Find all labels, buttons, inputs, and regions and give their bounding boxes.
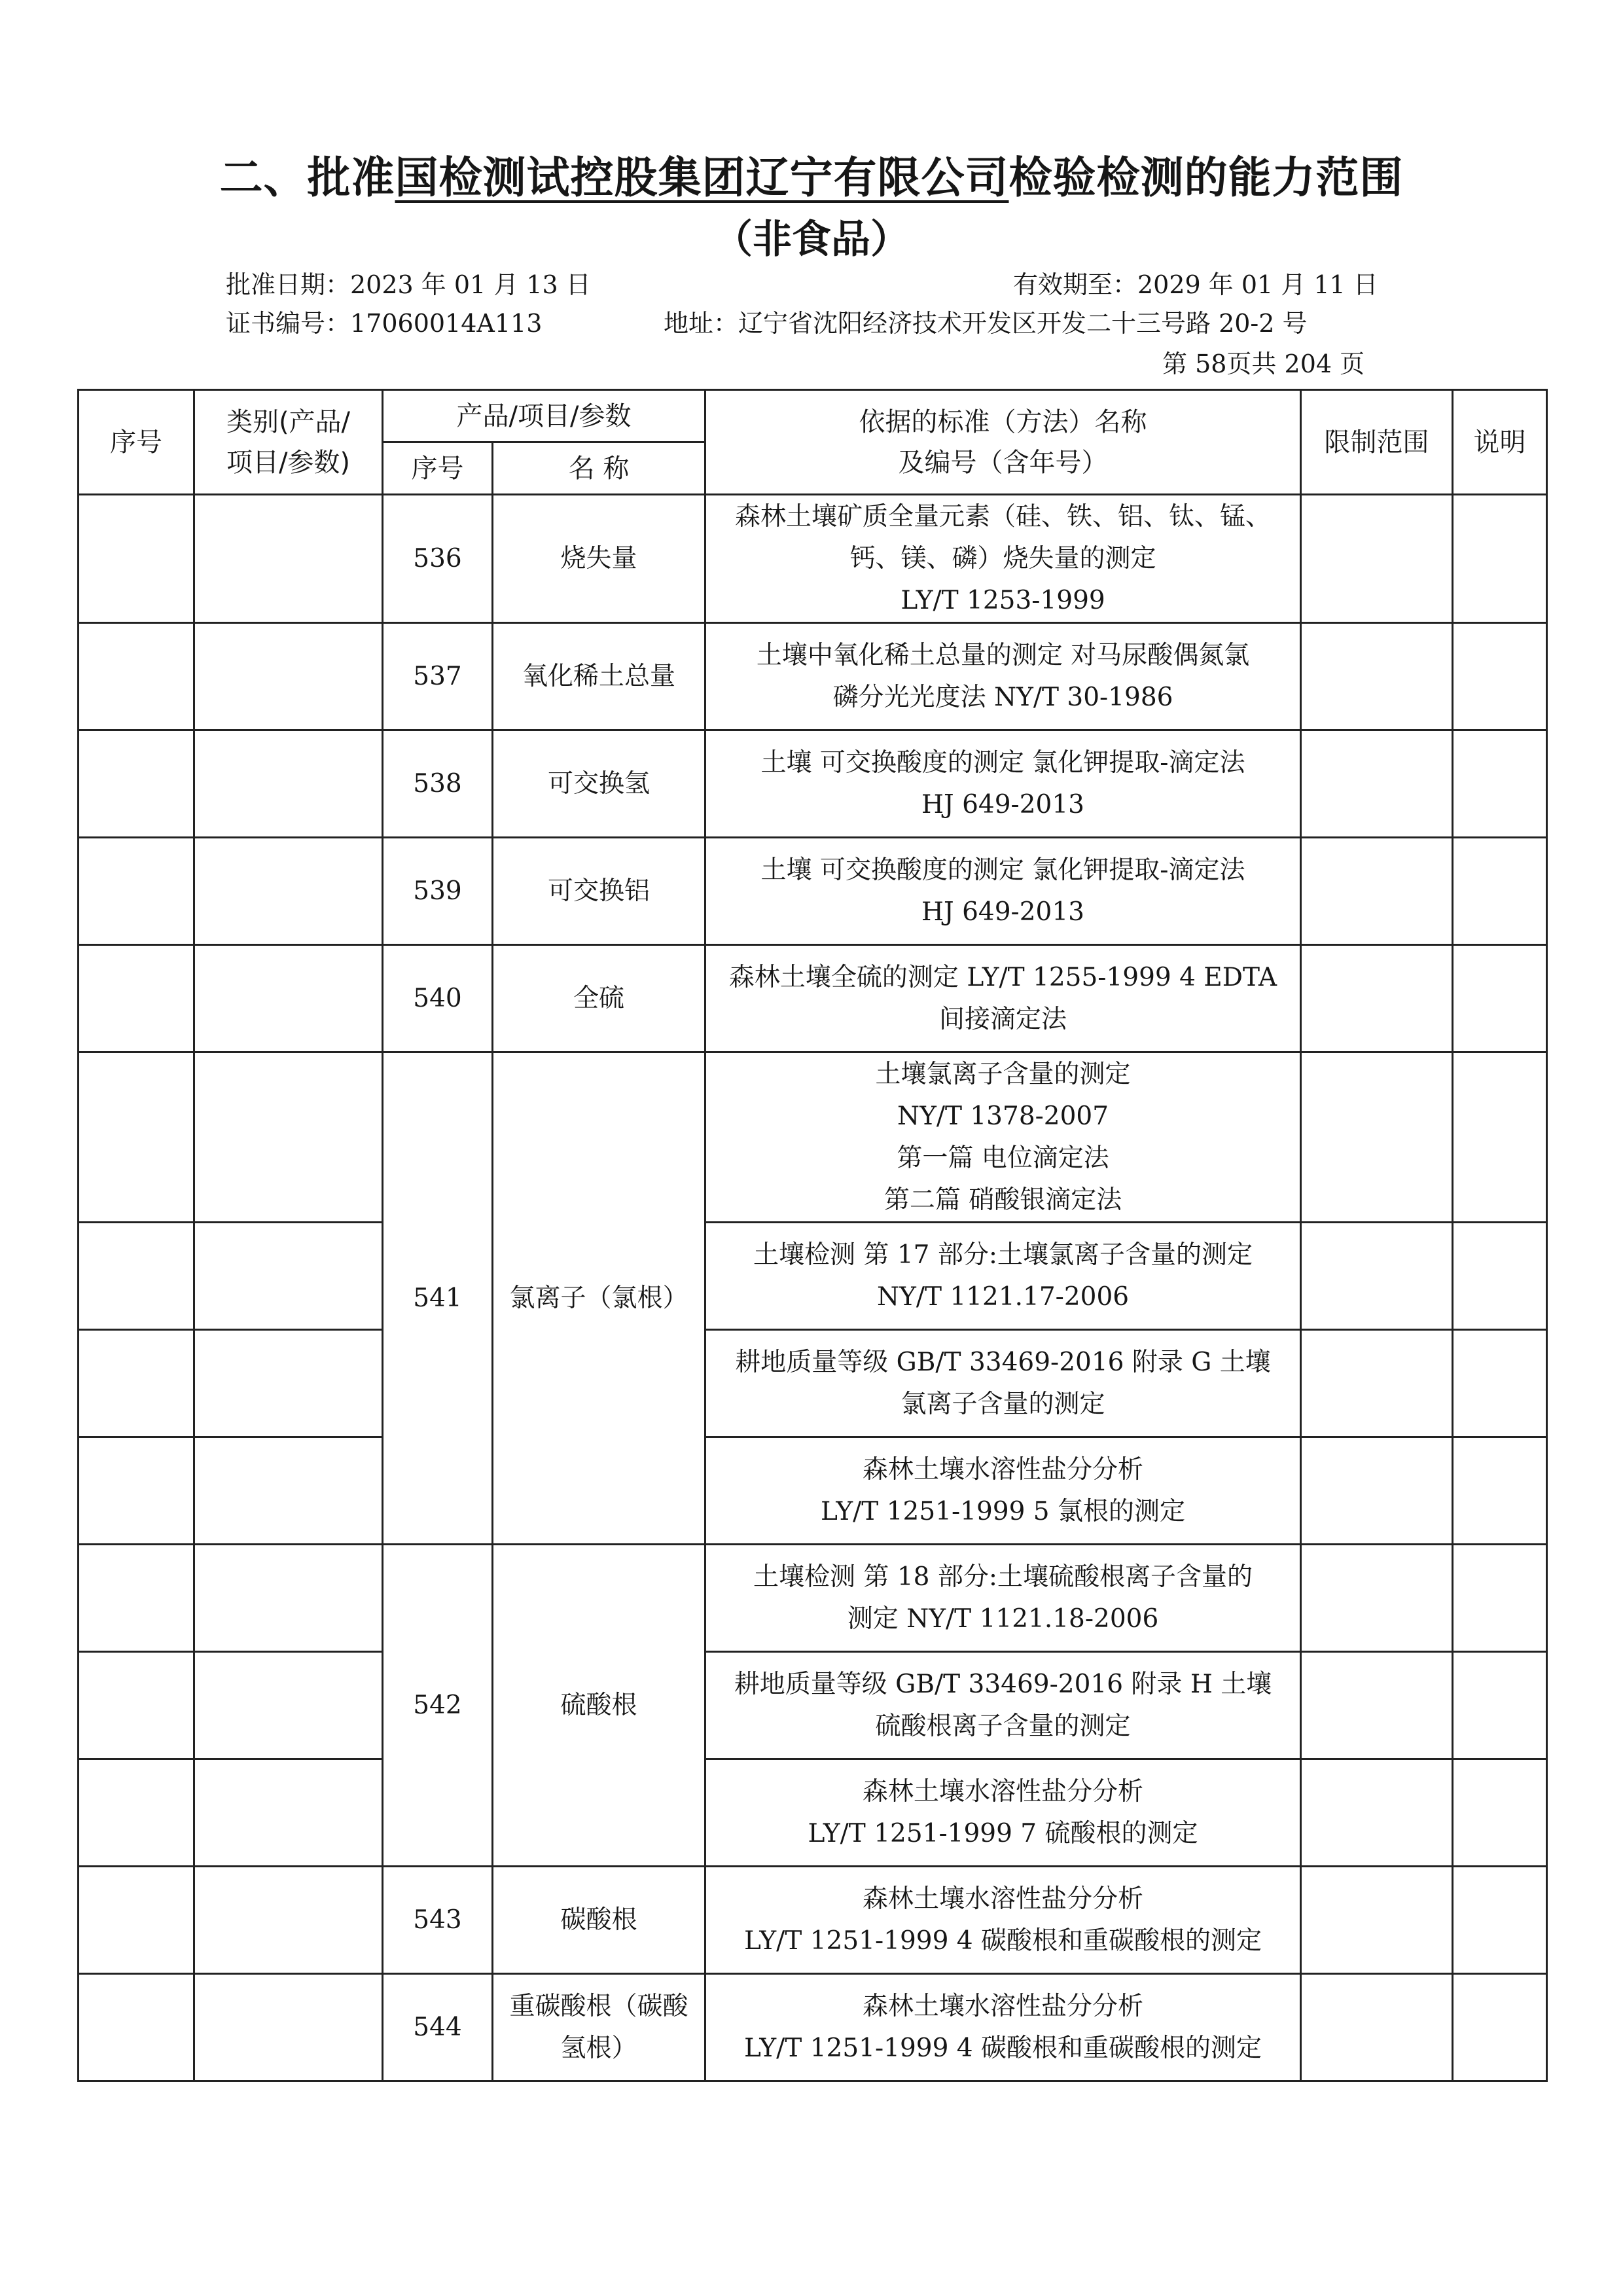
- cell-limit: [1301, 1652, 1453, 1759]
- cell-note: [1453, 1545, 1547, 1652]
- header-standard: 依据的标准（方法）名称 及编号（含年号）: [705, 390, 1301, 495]
- cell-note: [1453, 838, 1547, 945]
- cell-note: [1453, 1652, 1547, 1759]
- cell-note: [1453, 1052, 1547, 1223]
- cell-note: [1453, 1974, 1547, 2081]
- cell-category: [194, 1223, 383, 1330]
- scope-table: [77, 389, 1548, 2082]
- cell-standard: 森林土壤全硫的测定 LY/T 1255-1999 4 EDTA 间接滴定法: [705, 945, 1301, 1052]
- cell-standard: 耕地质量等级 GB/T 33469-2016 附录 G 土壤 氯离子含量的测定: [705, 1330, 1301, 1437]
- cell-item-no: 543: [383, 1867, 493, 1974]
- cell-standard: 森林土壤水溶性盐分分析 LY/T 1251-1999 5 氯根的测定: [705, 1437, 1301, 1545]
- cell-standard: 土壤 可交换酸度的测定 氯化钾提取-滴定法 HJ 649-2013: [705, 838, 1301, 945]
- cell-seq: [79, 1867, 194, 1974]
- cell-category: [194, 1052, 383, 1223]
- cell-note: [1453, 495, 1547, 623]
- page-subtitle: （非食品）: [713, 217, 910, 262]
- cell-category: [194, 730, 383, 838]
- title-suffix: 检验检测的能力范围: [1008, 152, 1404, 203]
- header-note: 说明: [1453, 390, 1547, 495]
- cell-category: [194, 1974, 383, 2081]
- cell-limit: [1301, 1759, 1453, 1867]
- cell-item-name: 可交换氢: [493, 730, 705, 838]
- cell-category: [194, 1545, 383, 1652]
- cell-seq: [79, 838, 194, 945]
- cell-item-name: 可交换铝: [493, 838, 705, 945]
- title-organization: 国检测试控股集团辽宁有限公司: [395, 152, 1009, 203]
- cell-item-no: 541: [383, 1052, 493, 1545]
- certificate-number: 证书编号：17060014A113: [226, 309, 543, 338]
- cell-item-no: 539: [383, 838, 493, 945]
- cell-note: [1453, 1759, 1547, 1867]
- cell-item-no: 536: [383, 495, 493, 623]
- table-row: [79, 1437, 1547, 1545]
- cell-limit: [1301, 838, 1453, 945]
- cell-seq: [79, 1759, 194, 1867]
- cell-standard: 土壤检测 第 17 部分:土壤氯离子含量的测定 NY/T 1121.17-2006: [705, 1223, 1301, 1330]
- table-row: [79, 1652, 1547, 1759]
- cell-seq: [79, 1652, 194, 1759]
- cell-seq: [79, 1437, 194, 1545]
- cell-standard: 土壤中氧化稀土总量的测定 对马尿酸偶氮氯 磷分光光度法 NY/T 30-1986: [705, 623, 1301, 730]
- cell-limit: [1301, 1545, 1453, 1652]
- header-product-seq: 序号: [383, 442, 493, 495]
- cell-note: [1453, 730, 1547, 838]
- cell-item-name: 全硫: [493, 945, 705, 1052]
- header-product-name: 名 称: [493, 442, 705, 495]
- cell-note: [1453, 1867, 1547, 1974]
- cell-item-no: 540: [383, 945, 493, 1052]
- cell-category: [194, 1652, 383, 1759]
- cell-limit: [1301, 1974, 1453, 2081]
- table-row: [79, 1545, 1547, 1652]
- cell-note: [1453, 1223, 1547, 1330]
- address: 地址：辽宁省沈阳经济技术开发区开发二十三号路 20-2 号: [664, 309, 1308, 338]
- cell-seq: [79, 1545, 194, 1652]
- cell-limit: [1301, 1223, 1453, 1330]
- cell-item-name: 氯离子（氯根）: [493, 1052, 705, 1545]
- table-row: [79, 1052, 1547, 1223]
- cell-category: [194, 1759, 383, 1867]
- table-row: [79, 1330, 1547, 1437]
- cell-seq: [79, 730, 194, 838]
- cell-category: [194, 945, 383, 1052]
- cell-seq: [79, 1330, 194, 1437]
- valid-until: 有效期至：2029 年 01 月 11 日: [1013, 270, 1378, 299]
- header-seq: 序号: [79, 390, 194, 495]
- header-product-group: 产品/项目/参数: [383, 390, 705, 442]
- cell-item-name: 硫酸根: [493, 1545, 705, 1867]
- cell-seq: [79, 623, 194, 730]
- page-title: [0, 143, 1623, 205]
- cell-standard: 森林土壤水溶性盐分分析 LY/T 1251-1999 7 硫酸根的测定: [705, 1759, 1301, 1867]
- cell-item-name: 烧失量: [493, 495, 705, 623]
- cell-seq: [79, 1052, 194, 1223]
- page-info: 第 58页共 204 页: [1162, 350, 1365, 378]
- cell-limit: [1301, 495, 1453, 623]
- cell-category: [194, 838, 383, 945]
- title-prefix: 二、批准: [219, 152, 395, 203]
- header-category: 类别(产品/ 项目/参数): [194, 390, 383, 495]
- cell-seq: [79, 495, 194, 623]
- cell-standard: 森林土壤水溶性盐分分析 LY/T 1251-1999 4 碳酸根和重碳酸根的测定: [705, 1867, 1301, 1974]
- cell-standard: 土壤 可交换酸度的测定 氯化钾提取-滴定法 HJ 649-2013: [705, 730, 1301, 838]
- cell-seq: [79, 1223, 194, 1330]
- cell-limit: [1301, 945, 1453, 1052]
- cell-standard: 土壤氯离子含量的测定 NY/T 1378-2007 第一篇 电位滴定法 第二篇 硝酸银滴定法: [705, 1052, 1301, 1223]
- cell-limit: [1301, 1052, 1453, 1223]
- cell-seq: [79, 1974, 194, 2081]
- cell-standard: 森林土壤矿质全量元素（硅、铁、铝、钛、锰、 钙、镁、磷）烧失量的测定 LY/T 1253-1999: [705, 495, 1301, 623]
- table-row: [79, 838, 1547, 945]
- cell-item-no: 537: [383, 623, 493, 730]
- cell-limit: [1301, 730, 1453, 838]
- cell-category: [194, 495, 383, 623]
- table-row: [79, 1974, 1547, 2081]
- cell-standard: 耕地质量等级 GB/T 33469-2016 附录 H 土壤 硫酸根离子含量的测定: [705, 1652, 1301, 1759]
- cell-item-name: 碳酸根: [493, 1867, 705, 1974]
- cell-limit: [1301, 1867, 1453, 1974]
- cell-item-name: 重碳酸根（碳酸 氢根）: [493, 1974, 705, 2081]
- cell-category: [194, 1330, 383, 1437]
- header-limit: 限制范围: [1301, 390, 1453, 495]
- cell-item-no: 544: [383, 1974, 493, 2081]
- cell-category: [194, 1437, 383, 1545]
- cell-note: [1453, 945, 1547, 1052]
- cell-limit: [1301, 623, 1453, 730]
- cell-seq: [79, 945, 194, 1052]
- cell-note: [1453, 1330, 1547, 1437]
- cell-category: [194, 1867, 383, 1974]
- cell-standard: 森林土壤水溶性盐分分析 LY/T 1251-1999 4 碳酸根和重碳酸根的测定: [705, 1974, 1301, 2081]
- table-row: [79, 730, 1547, 838]
- approval-date: 批准日期：2023 年 01 月 13 日: [226, 270, 591, 299]
- cell-limit: [1301, 1437, 1453, 1545]
- cell-limit: [1301, 1330, 1453, 1437]
- table-row: [79, 1867, 1547, 1974]
- cell-item-no: 542: [383, 1545, 493, 1867]
- table-row: [79, 945, 1547, 1052]
- table-row: [79, 1759, 1547, 1867]
- cell-note: [1453, 623, 1547, 730]
- cell-note: [1453, 1437, 1547, 1545]
- table-row: [79, 1223, 1547, 1330]
- cell-standard: 土壤检测 第 18 部分:土壤硫酸根离子含量的 测定 NY/T 1121.18-2006: [705, 1545, 1301, 1652]
- cell-category: [194, 623, 383, 730]
- cell-item-no: 538: [383, 730, 493, 838]
- table-row: [79, 623, 1547, 730]
- cell-item-name: 氧化稀土总量: [493, 623, 705, 730]
- table-row: [79, 495, 1547, 623]
